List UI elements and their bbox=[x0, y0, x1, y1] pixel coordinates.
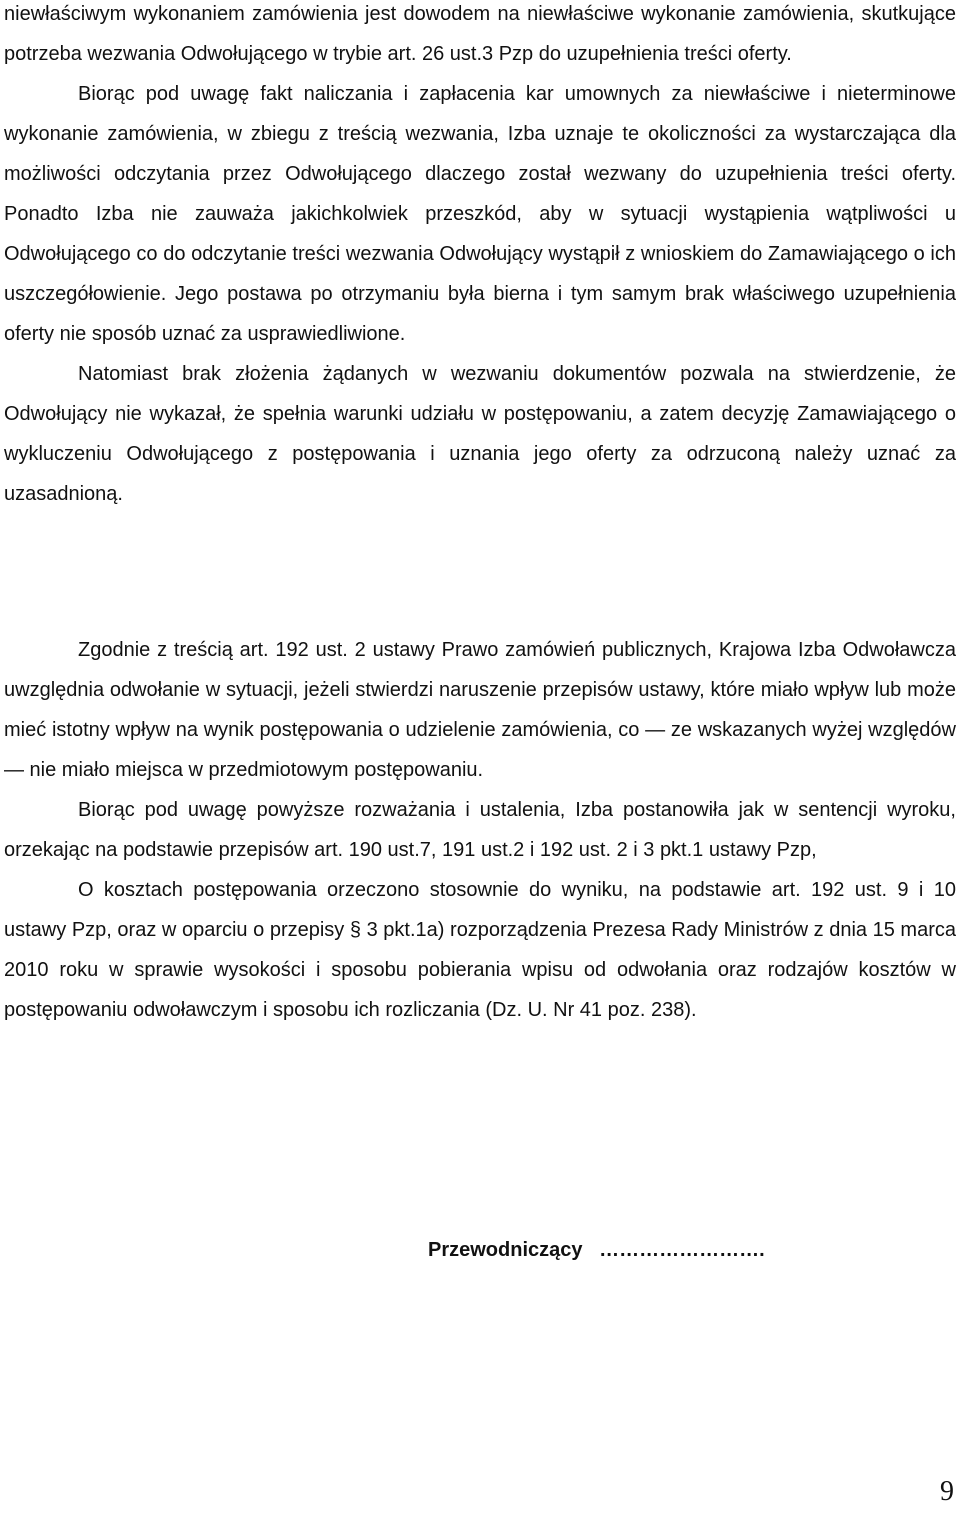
paragraph-art-192: Zgodnie z treścią art. 192 ust. 2 ustawy Prawo zamówień publicznych, Krajowa Izba Odwoławcza uwzględnia odwołanie w sytuacji, jeżeli stwierdzi naruszenie przepisów ustawy, które miało wpływ lub może mieć istotny wpływ na wynik postępowania o udzielenie zamówienia, co — ze wskazanych wyżej względów — nie miało miejsca w przedmiotowym postępowaniu. bbox=[4, 639, 956, 781]
paragraph-ruling: Biorąc pod uwagę powyższe rozważania i ustalenia, Izba postanowiła jak w sentencji wyroku, orzekając na podstawie przepisów art. 190 ust.7, 191 ust.2 i 192 ust. 2 i 3 pkt.1 ustawy Pzp, bbox=[4, 799, 956, 861]
paragraph-continuation: niewłaściwym wykonaniem zamówienia jest dowodem na niewłaściwe wykonanie zamówienia, skutkujące potrzeba wezwania Odwołującego w trybie art. 26 ust.3 Pzp do uzupełnienia treści oferty. bbox=[4, 3, 956, 65]
chairman-signature-line: Przewodniczący ……………………. bbox=[428, 1239, 765, 1261]
paragraph-penalties: Biorąc pod uwagę fakt naliczania i zapłacenia kar umownych za niewłaściwe i nieterminowe wykonanie zamówienia, w zbiegu z treścią wezwania, Izba uznaje te okoliczności za wystarczająca dla możliwości odczytania przez Odwołującego dlaczego został wezwany do uzupełnienia treści oferty. Ponadto Izba nie zauważa jakichkolwiek przeszkód, aby w sytuacji wystąpienia wątpliwości u Odwołującego co do odczytanie treści wezwania Odwołujący wystąpił z wnioskiem do Zamawiającego o ich uszczegółowienie. Jego postawa po otrzymaniu była bierna i tym samym brak właściwego uzupełnienia oferty nie sposób uznać za usprawiedliwione. bbox=[4, 83, 956, 345]
page-number: 9 bbox=[940, 1476, 954, 1507]
legal-basis-block bbox=[4, 630, 956, 1030]
paragraph-exclusion: Natomiast brak złożenia żądanych w wezwaniu dokumentów pozwala na stwierdzenie, że Odwołujący nie wykazał, że spełnia warunki udziału w postępowaniu, a zatem decyzję Zamawiającego o wykluczeniu Odwołującego z postępowania i uznania jego oferty za odrzuconą należy uznać za uzasadnioną. bbox=[4, 363, 956, 505]
paragraph-costs: O kosztach postępowania orzeczono stosownie do wyniku, na podstawie art. 192 ust. 9 i 10 ustawy Pzp, oraz w oparciu o przepisy § 3 pkt.1a) rozporządzenia Prezesa Rady Ministrów z dnia 15 marca 2010 roku w sprawie wysokości i sposobu pobierania wpisu od odwołania oraz rodzajów kosztów w postępowaniu odwoławczym i sposobu ich rozliczania (Dz. U. Nr 41 poz. 238). bbox=[4, 879, 956, 1021]
reasoning-block bbox=[4, 0, 956, 514]
